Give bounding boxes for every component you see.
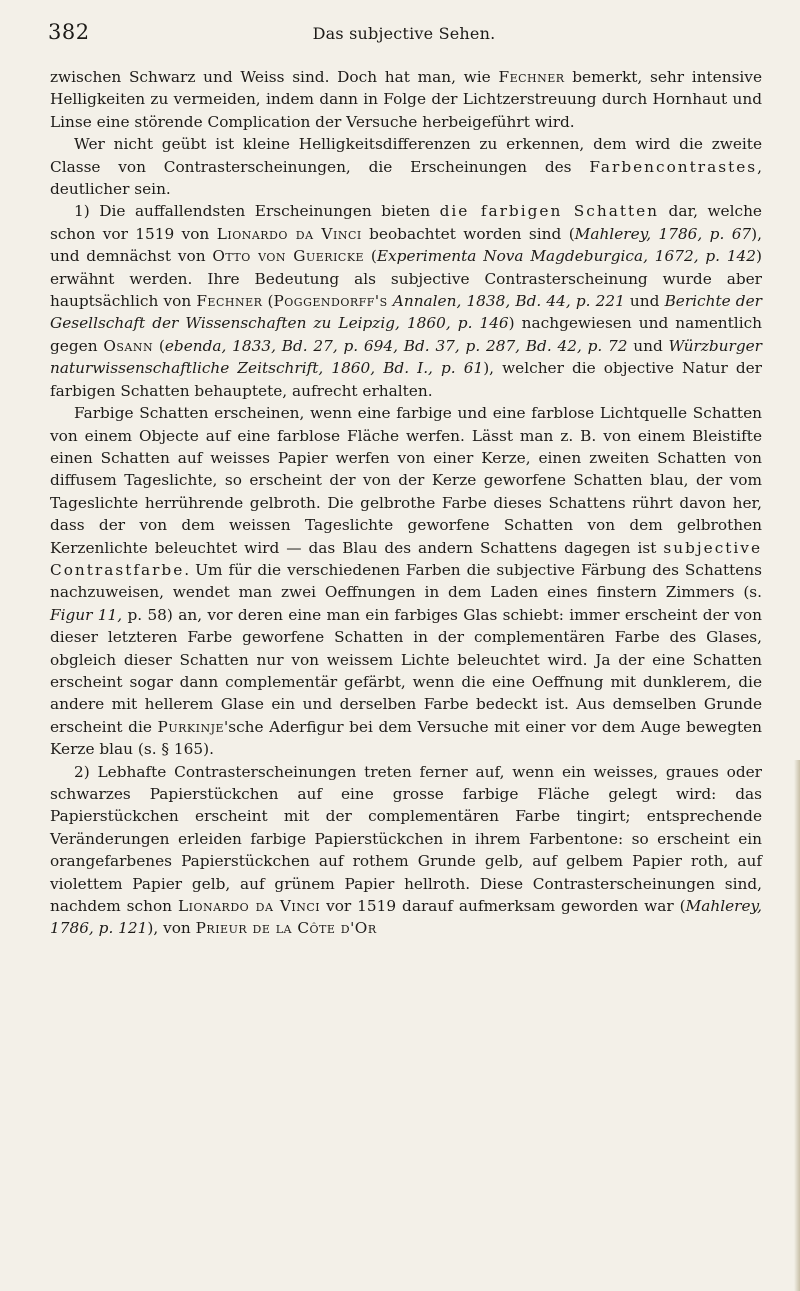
text-run: bemerkt, sehr intensive Helligkeiten zu vermeiden, indem dann in Folge der Lichtzerstreuung durch Hornhaut und Linse eine störende Complication der Versuche herbeigeführt wird. (50, 68, 763, 131)
text-run: Wer nicht geübt ist kleine Helligkeitsdifferenzen zu erkennen, dem wird die zweite Classe von Contrasterscheinungen, die Erscheinungen des (50, 135, 762, 176)
author-name: Poggendorff's (273, 292, 388, 311)
author-name: Osann (103, 336, 154, 355)
text-run: ( (364, 247, 377, 266)
text-run: beobachtet worden sind ( (361, 224, 575, 243)
text-run: ) nachgewiesen und namentlich gegen (50, 314, 762, 355)
author-name: Fechner (196, 292, 263, 311)
author-name: Otto von Guericke (212, 247, 365, 266)
paragraph (50, 402, 762, 761)
citation-text: ebenda, 1833, Bd. 27, p. 694, Bd. 37, p. 287, Bd. 42, p. 72 (164, 336, 628, 355)
paragraph (50, 133, 762, 200)
text-run: und (627, 336, 669, 355)
citation-text: Annalen, 1838, Bd. 44, p. 221 (392, 292, 625, 311)
citation-text: Mahlerey, 1786, p. 121 (50, 897, 763, 938)
running-head: Das subjective Sehen. (312, 24, 496, 43)
text-run: p. 58) an, vor deren eine man ein farbiges Glas schiebt: immer erscheint der von dieser letzteren Farbe geworfene Schatten in der complementären Farbe des Glases, obgleich dieser Schatten nur von weissem Lichte beleuchtet wird. Ja der eine Schatten erscheint sogar dann complementär gefärbt, wenn die eine Oeffnung mit dunklerem, die andere mit hellerem Glase ein und derselben Farbe bedeckt ist. Aus demselben Grunde erscheint die (50, 605, 762, 736)
paragraph (50, 66, 762, 133)
text-run: . Um für die verschiedenen Farben die subjective Färbung des Schattens nachzuweisen, wendet man zwei Oeffnungen in dem Laden eines finstern Zimmers (s. (50, 560, 762, 602)
text-run: 1) Die auffallendsten Erscheinungen bieten (74, 202, 440, 221)
text-run: ), welcher die objective Natur der farbigen Schatten behauptete, aufrecht erhalten. (50, 359, 762, 400)
text-run: ( (262, 292, 274, 311)
page-header (48, 20, 760, 50)
emphasized-term: subjective Contrastfarbe (50, 538, 762, 579)
body-text (50, 66, 762, 940)
text-run: ( (153, 336, 165, 355)
citation-text: Berichte der Gesellschaft der Wissenschaften zu Leipzig, 1860, p. 146 (50, 292, 762, 333)
author-name: Prieur de la Côte d'Or (195, 919, 377, 938)
page-number: 382 (48, 20, 90, 44)
author-name: Lionardo da Vinci (177, 897, 321, 916)
text-run: dar, welche schon vor 1519 von (50, 202, 762, 243)
text-run: 2) Lebhafte Contrasterscheinungen treten ferner auf, wenn ein weisses, graues oder schwarzes Papierstückchen auf eine grosse farbige Fläche gelegt wird: das Papierstückchen erscheint mit der complementären Farbe tingirt; entsprechende Veränderungen erleiden farbige Papierstückchen in ihrem Farbentone: so erscheint ein orangefarbenes Papierstückchen auf rothem Grunde gelb, auf gelbem Papier roth, auf violettem Papier gelb, auf grünem Papier hellroth. Diese Contrasterscheinungen sind, nachdem schon (50, 762, 762, 916)
author-name: Fechner (498, 68, 565, 86)
paragraph (50, 200, 762, 402)
paragraph (50, 761, 762, 940)
citation-text: Figur 11, (50, 605, 123, 624)
text-run: ), von (147, 919, 196, 938)
author-name: Purkinje (157, 717, 225, 736)
text-run: vor 1519 darauf aufmerksam geworden war ( (320, 897, 686, 916)
text-run: zwischen Schwarz und Weiss sind. Doch hat man, wie (50, 68, 499, 86)
emphasized-term: die farbigen Schatten (439, 202, 660, 221)
author-name: Lionardo da Vinci (216, 224, 362, 243)
emphasized-term: Farbencontrastes (589, 157, 758, 176)
text-run: Farbige Schatten erscheinen, wenn eine farbige und eine farblose Lichtquelle Schatten von einem Objecte auf eine farblose Fläche werfen. Lässt man z. B. von einem Bleistifte einen Schatten auf weisses Papier werfen von einer Kerze, einen zweiten Schatten von diffusem Tageslichte, so erscheint der von der Kerze geworfene Schatten blau, der vom Tageslichte herrührende gelbroth. Die gelbrothe Farbe dieses Schattens rührt davon her, dass der von dem weissen Tageslichte geworfene Schatten von dem gelbrothen Kerzenlichte beleuchtet wird — das Blau des andern Schattens dagegen ist (50, 404, 762, 557)
text-run: , deutlicher sein. (50, 157, 762, 199)
citation-text: Mahlerey, 1786, p. 67 (574, 224, 752, 243)
text-run: 'sche Aderfigur bei dem Versuche mit einer vor dem Auge bewegten Kerze blau (s. § 165). (50, 717, 762, 759)
text-run: ), und demnächst von (50, 224, 763, 266)
text-run: und (624, 292, 665, 311)
citation-text: Experimenta Nova Magdeburgica, 1672, p. 142 (376, 247, 757, 266)
citation-text: Würzburger naturwissenschaftliche Zeitschrift, 1860, Bd. I., p. 61 (50, 336, 762, 378)
text-run: ) erwähnt werden. Ihre Bedeutung als subjective Contrasterscheinung wurde aber hauptsächlich von (50, 247, 762, 311)
page-edge-shadow (794, 760, 800, 1291)
